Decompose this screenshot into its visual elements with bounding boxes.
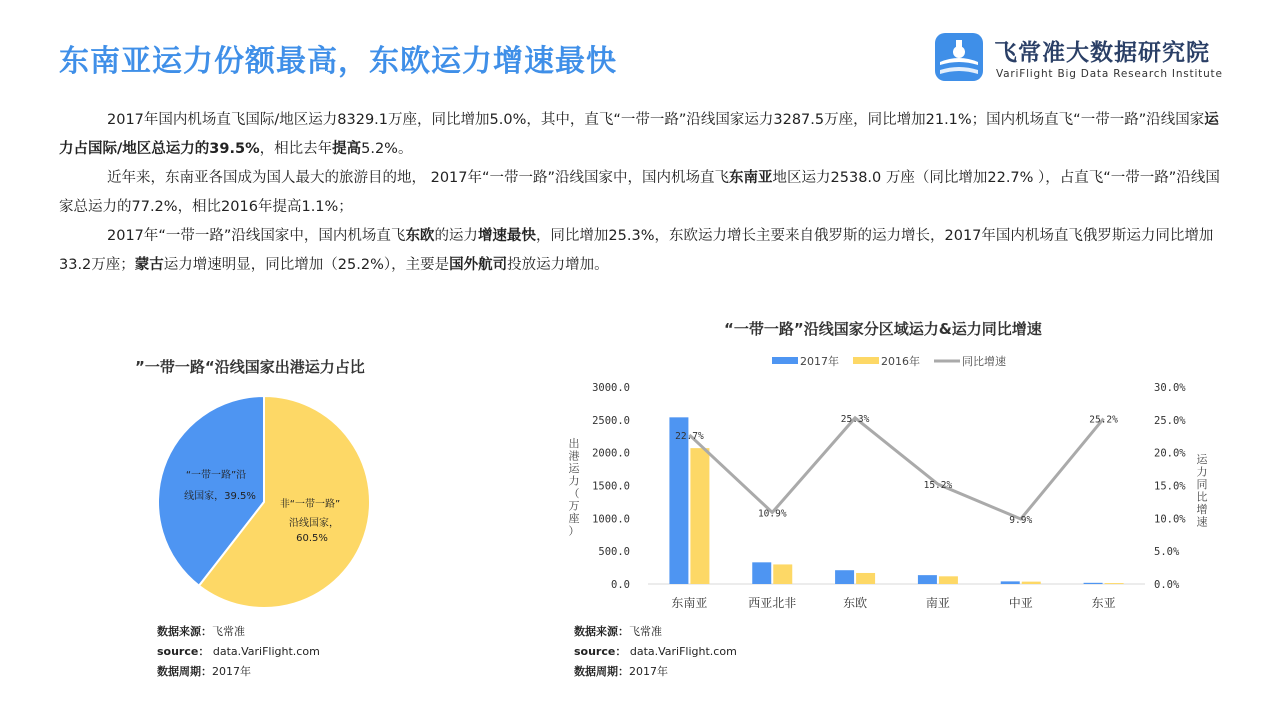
brand-logo	[934, 32, 1234, 84]
y-axis-label-char: 运	[568, 462, 580, 475]
period-label: 数据周期：	[157, 665, 212, 678]
y2-axis-label	[1197, 453, 1209, 529]
growth-rate-line	[689, 418, 1103, 519]
x-tick-label: 东亚	[1091, 596, 1116, 610]
chart-legend	[772, 354, 1006, 368]
source-value: 飞常准	[629, 625, 662, 638]
bar-2016-3	[939, 576, 958, 584]
bar-2016-5	[1105, 583, 1124, 584]
text-run: 东南亚	[729, 170, 773, 186]
source-url-label: source：	[574, 645, 627, 658]
period-value: 2017年	[212, 665, 251, 678]
text-run: ，相比去年	[259, 141, 333, 157]
pie-chart	[144, 382, 384, 622]
pie-label-line: 沿线国家，	[289, 518, 339, 529]
bar-line-chart	[560, 345, 1220, 625]
paragraph-3	[59, 222, 1221, 280]
y2-axis-label-char: 比	[1196, 490, 1208, 504]
y-tick-label: 3000.0	[592, 382, 630, 394]
y-tick-label: 1500.0	[592, 480, 630, 493]
source-value: 飞常准	[212, 625, 245, 638]
paragraph-2	[59, 164, 1221, 222]
text-run: 2017年国内机场直飞国际/地区运力8329.1万座，同比增加5.0%，其中，直飞“一带一路”沿线国家运力3287.5万座，同比增加21.1%；国内机场直飞“一带一路”沿线国家	[107, 112, 1205, 128]
growth-rate-data-label: 15.2%	[923, 480, 953, 492]
source-url-label: source：	[157, 645, 210, 658]
text-run: 东欧	[405, 228, 435, 244]
bar-2016-1	[773, 564, 792, 584]
brand-subtitle: VariFlight Big Data Research Institute	[996, 68, 1223, 80]
y2-tick-label: 30.0%	[1154, 382, 1186, 394]
source-url-value: data.VariFlight.com	[209, 645, 320, 658]
text-run: 2017年“一带一路”沿线国家中，国内机场直飞	[107, 228, 406, 244]
y2-axis-label-char: 速	[1196, 515, 1208, 529]
pie-label-line: 线国家，39.5%	[184, 491, 256, 502]
legend-label: 同比增速	[962, 355, 1006, 368]
period-label: 数据周期：	[574, 665, 629, 678]
source-label: 数据来源：	[574, 625, 629, 638]
bar-2016-4	[1022, 582, 1041, 584]
y2-tick-label: 15.0%	[1154, 480, 1186, 493]
y2-axis-label-char: 同	[1196, 478, 1208, 491]
pie-label-line: 60.5%	[296, 533, 328, 544]
y2-tick-label: 0.0%	[1154, 579, 1180, 591]
y2-tick-label: 5.0%	[1154, 546, 1180, 559]
brand-name: 飞常准大数据研究院	[994, 40, 1210, 66]
bar-2017-3	[918, 575, 937, 584]
y-tick-label: 0.0	[611, 579, 630, 591]
bar-2017-2	[835, 570, 854, 584]
y-axis-label-char: 力	[568, 474, 580, 488]
x-tick-label: 东南亚	[671, 596, 708, 610]
text-run: 国外航司	[449, 257, 508, 273]
growth-rate-data-label: 22.7%	[675, 430, 704, 442]
pie-label-line: 非“一带一路”	[279, 499, 341, 510]
y-axis-label-char: 港	[568, 449, 580, 463]
paragraph-3-body	[59, 228, 1213, 273]
growth-rate-data-label: 9.9%	[1009, 514, 1033, 526]
y-tick-label: 500.0	[598, 546, 630, 559]
source-label: 数据来源：	[157, 625, 212, 638]
growth-rate-data-label: 25.3%	[840, 413, 870, 425]
growth-rate-data-label: 25.2%	[1089, 414, 1118, 426]
paragraph-2-body	[59, 170, 1220, 215]
bar-chart-source	[574, 622, 737, 682]
text-run: 的运力	[434, 228, 478, 244]
y-tick-label: 2000.0	[592, 447, 630, 460]
y-axis-label-char: 出	[568, 437, 580, 450]
text-run: ，同比增加25.3%，东欧运力增长主要来自俄罗斯的运力增长，2017年国内机场直飞俄罗斯运力同比增加33.2万座；	[59, 228, 1214, 273]
y-axis-label-char: 座	[568, 512, 580, 525]
paragraph-1	[59, 106, 1221, 164]
text-run: 近年来，东南亚各国成为国人最大的旅游目的地， 2017年“一带一路”沿线国家中，国内机场直飞	[107, 170, 730, 186]
y2-tick-label: 25.0%	[1154, 414, 1186, 427]
pie-label-line: “一带一路”沿	[185, 470, 247, 481]
bar-2017-0	[669, 417, 688, 584]
y-tick-label: 2500.0	[592, 414, 630, 427]
y-axis-label-char: ）	[568, 524, 580, 538]
text-run: 5.2%。	[361, 141, 413, 157]
pie-chart-source	[157, 622, 320, 682]
text-run: 投放运力增加。	[507, 257, 609, 273]
bar-2017-1	[752, 562, 771, 584]
text-run: 运力占国际/地区总运力的39.5%	[59, 112, 1219, 157]
source-url-value: data.VariFlight.com	[626, 645, 737, 658]
y2-tick-label: 10.0%	[1154, 513, 1186, 526]
y-axis-label-char: 万	[568, 499, 580, 513]
paragraph-1-body	[59, 112, 1219, 157]
y-axis-label	[569, 436, 581, 538]
y2-tick-label: 20.0%	[1154, 447, 1186, 460]
legend-label: 2017年	[800, 355, 839, 368]
text-run: 地区运力2538.0 万座（同比增加22.7% ），占直飞“一带一路”沿线国家总运力的77.2%，相比2016年提高1.1%；	[59, 170, 1220, 215]
growth-rate-data-label: 10.9%	[757, 508, 787, 520]
text-run: 提高	[332, 141, 362, 157]
text-run: 蒙古	[134, 257, 164, 273]
bar-2016-0	[690, 448, 709, 584]
pie-chart-title: ”一带一路“沿线国家出港运力占比	[135, 358, 365, 376]
text-run: 运力增速明显，同比增加（25.2%），主要是	[163, 257, 450, 273]
page-title: 东南亚运力份额最高，东欧运力增速最快	[59, 44, 617, 79]
y2-axis-label-char: 运	[1196, 453, 1208, 466]
bar-2016-2	[856, 573, 875, 584]
bar-2017-4	[1001, 581, 1020, 584]
text-run: 增速最快	[477, 228, 536, 244]
bar-chart-title: “一带一路”沿线国家分区域运力&运力同比增速	[724, 320, 1042, 338]
y-axis-label-char: （	[568, 487, 580, 500]
y2-axis-label-char: 力	[1196, 465, 1208, 479]
y-tick-label: 1000.0	[592, 513, 630, 526]
x-tick-label: 中亚	[1008, 596, 1033, 610]
x-tick-label: 西亚北非	[748, 596, 797, 610]
bar-2017-5	[1084, 583, 1103, 584]
period-value: 2017年	[629, 665, 668, 678]
airplane-logo-icon	[934, 32, 984, 82]
legend-label: 2016年	[881, 355, 920, 368]
y2-axis-label-char: 增	[1196, 503, 1208, 516]
legend-swatch	[772, 357, 798, 364]
legend-swatch	[853, 357, 879, 364]
x-tick-label: 南亚	[925, 596, 950, 610]
x-tick-label: 东欧	[843, 596, 868, 610]
